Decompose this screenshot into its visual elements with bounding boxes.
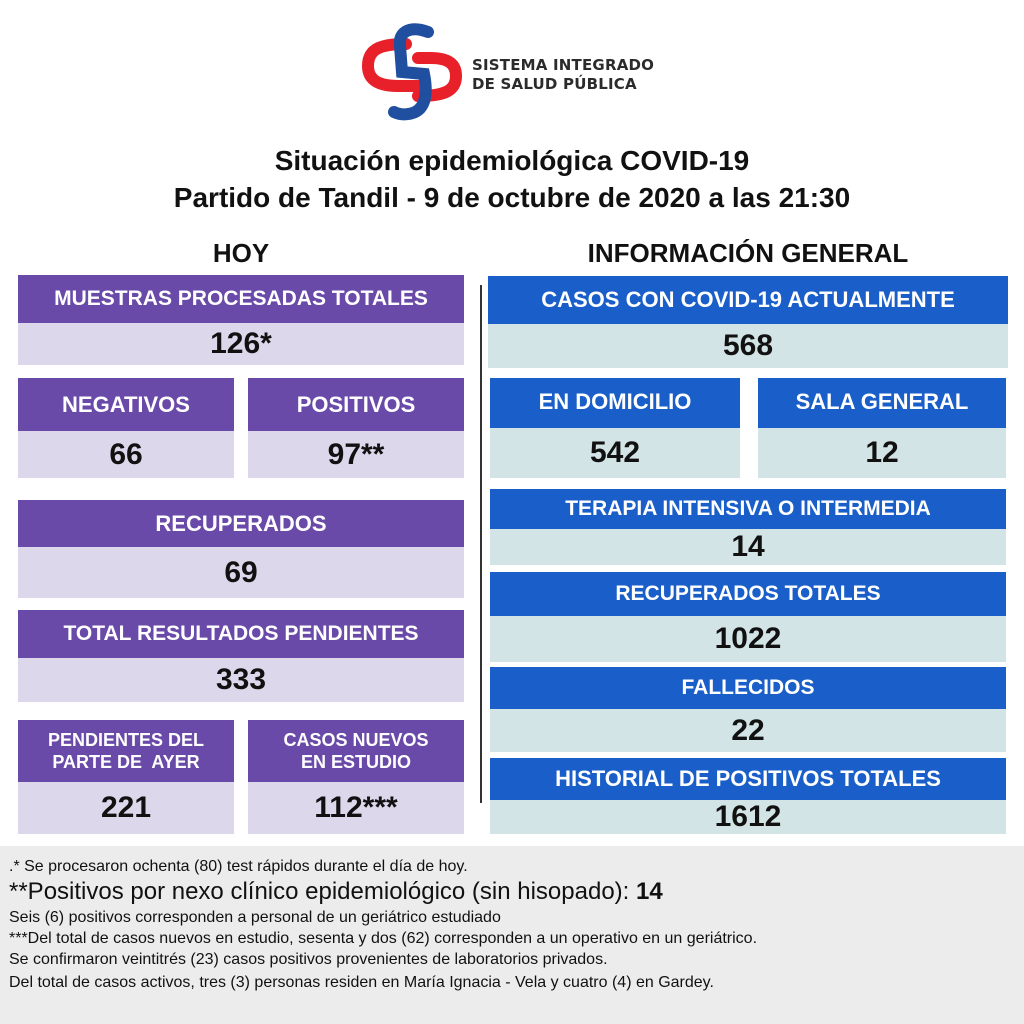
logo-line-2: DE SALUD PÚBLICA [472, 75, 637, 93]
card-value: 1022 [490, 616, 1006, 662]
card-positivos [248, 378, 464, 478]
footnote-4: ***Del total de casos nuevos en estudio, sesenta y dos (62) corresponden a un operativo en un geriátrico. [9, 930, 758, 947]
card-value: 97** [248, 431, 464, 478]
footnote-2-value: 14 [636, 878, 663, 905]
card-value: 12 [758, 428, 1006, 478]
card-label [18, 720, 234, 782]
card-muestras-procesadas [18, 275, 464, 365]
footnote-6: Del total de casos activos, tres (3) personas residen en María Ignacia - Vela y cuatro (4) en Gardey. [9, 974, 714, 991]
logo-text [472, 56, 654, 94]
card-value: 66 [18, 431, 234, 478]
card-pendientes-parte-ayer [18, 720, 234, 834]
card-value: 221 [18, 782, 234, 834]
card-label-line-1: PENDIENTES DEL [47, 730, 205, 750]
heading-informacion-general: INFORMACIÓN GENERAL [587, 238, 909, 268]
card-label: NEGATIVOS [18, 378, 234, 431]
card-label: RECUPERADOS TOTALES [490, 572, 1006, 616]
card-label: POSITIVOS [248, 378, 464, 431]
card-value: 126* [18, 323, 464, 365]
card-terapia-intensiva [490, 489, 1006, 565]
footnote-2 [9, 877, 1024, 907]
card-label: FALLECIDOS [490, 667, 1006, 709]
card-value: 542 [490, 428, 740, 478]
card-negativos [18, 378, 234, 478]
card-casos-nuevos-en-estudio [248, 720, 464, 834]
card-value: 568 [488, 324, 1008, 368]
card-label: SALA GENERAL [758, 378, 1006, 428]
logo-line-1: SISTEMA INTEGRADO [472, 56, 655, 74]
card-casos-covid-actualmente [488, 276, 1008, 368]
footnote-3: Seis (6) positivos corresponden a personal de un geriátrico estudiado [9, 909, 501, 926]
card-value: 1612 [490, 800, 1006, 834]
heading-hoy: HOY [212, 238, 270, 268]
card-fallecidos [490, 667, 1006, 752]
card-value: 333 [18, 658, 464, 702]
card-total-resultados-pendientes [18, 610, 464, 702]
card-value: 14 [490, 529, 1006, 565]
card-label [248, 720, 464, 782]
title-line-1: Situación epidemiológica COVID-19 [274, 145, 750, 176]
card-label: TOTAL RESULTADOS PENDIENTES [18, 610, 464, 658]
card-value: 69 [18, 547, 464, 598]
card-recuperados-totales [490, 572, 1006, 662]
title-line-2: Partido de Tandil - 9 de octubre de 2020 a las 21:30 [173, 182, 851, 213]
card-label: HISTORIAL DE POSITIVOS TOTALES [490, 758, 1006, 800]
card-label-line-1: CASOS NUEVOS [283, 730, 429, 750]
card-value: 112*** [248, 782, 464, 834]
card-recuperados [18, 500, 464, 598]
card-en-domicilio [490, 378, 740, 478]
footnote-1: .* Se procesaron ochenta (80) test rápidos durante el día de hoy. [9, 858, 468, 875]
card-label: CASOS CON COVID-19 ACTUALMENTE [488, 276, 1008, 324]
card-historial-positivos-totales [490, 758, 1006, 834]
card-label-line-2: PARTE DE AYER [52, 752, 200, 772]
card-label: MUESTRAS PROCESADAS TOTALES [18, 275, 464, 323]
card-label: TERAPIA INTENSIVA O INTERMEDIA [490, 489, 1006, 529]
card-value: 22 [490, 709, 1006, 752]
card-sala-general [758, 378, 1006, 478]
column-divider [480, 285, 482, 803]
footnote-2-text: **Positivos por nexo clínico epidemiológico (sin hisopado): [9, 878, 636, 905]
card-label-line-2: EN ESTUDIO [300, 752, 411, 772]
footnotes-panel [0, 846, 1024, 1024]
footnote-5: Se confirmaron veintitrés (23) casos positivos provenientes de laboratorios privados. [9, 951, 608, 968]
card-label: RECUPERADOS [18, 500, 464, 547]
card-label: EN DOMICILIO [490, 378, 740, 428]
sisp-logo-icon [362, 22, 462, 122]
